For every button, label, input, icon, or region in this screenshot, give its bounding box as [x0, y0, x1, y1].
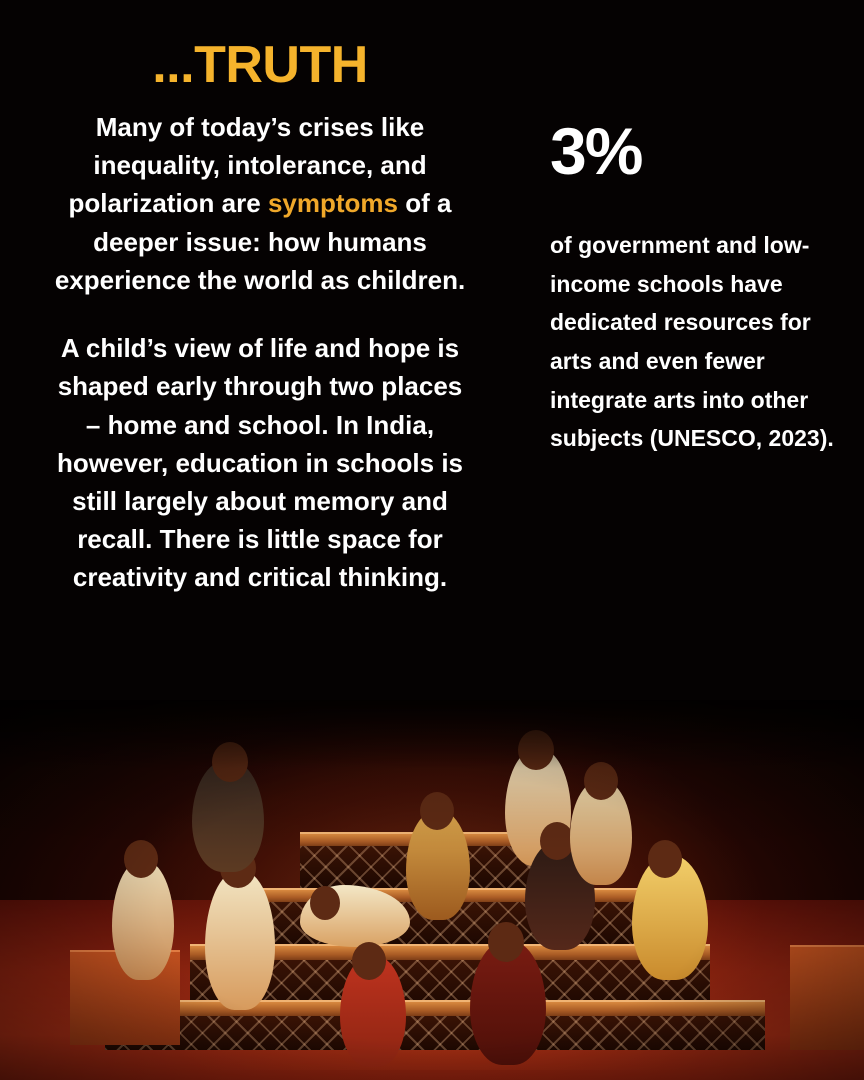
child-figure — [205, 870, 275, 1010]
child-head — [352, 942, 386, 980]
paragraph-crises — [50, 108, 470, 299]
child-head — [310, 886, 340, 920]
stat-description: of government and low-income schools have dedicated resources for arts and even fewer integrate arts into other subjects (UNESCO, 2023). — [550, 232, 834, 452]
child-figure — [112, 860, 174, 980]
left-text-column — [50, 108, 470, 597]
child-head — [124, 840, 158, 878]
child-head — [212, 742, 248, 782]
riser-bottom-frame — [105, 1016, 765, 1050]
paragraph-crises-part1: Many of today’s crises like inequality, intolerance, and polarization are — [68, 112, 427, 219]
child-head — [518, 730, 554, 770]
stage-photo — [0, 700, 864, 1080]
child-head — [540, 822, 574, 860]
child-head — [420, 792, 454, 830]
right-stat-column — [550, 114, 840, 458]
paragraph-child-view: A child’s view of life and hope is shaped early through two places – home and school. In India, however, education in schools is still largely about memory and recall. There is little space for creativity and critical thinking. — [57, 333, 463, 593]
child-head — [648, 840, 682, 878]
stat-value: 3% — [550, 114, 642, 188]
prop-box-right — [790, 945, 864, 1050]
child-head — [584, 762, 618, 800]
child-head — [488, 922, 524, 962]
page-title: ...TRUTH — [152, 36, 368, 94]
paragraph-crises-part2: of a deeper issue: how humans experience the world as children. — [54, 188, 466, 295]
highlighted-word-symptoms: symptoms — [267, 188, 398, 219]
